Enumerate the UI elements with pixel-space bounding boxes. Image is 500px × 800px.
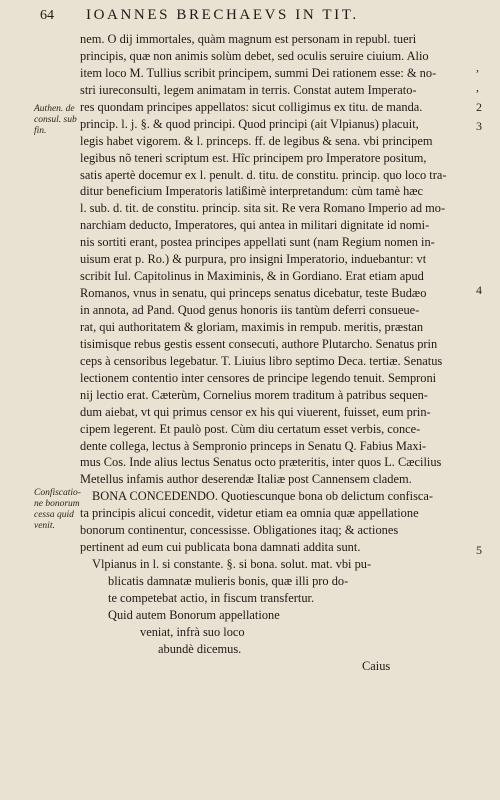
text-line: nem. O dij immortales, quàm magnum est personam in republ. tueri [80, 32, 417, 46]
text-line: scribit Iul. Capitolinus in Maximinis, & in Gordiano. Erat etiam apud [80, 269, 424, 284]
text-line: ceps à censoribus legebatur. T. Liuius libro septimo Deca. tertiæ. Senatus [80, 353, 443, 368]
margin-mark: , [476, 80, 479, 94]
text-line: abundè dicemus. [158, 641, 242, 656]
text-line: mus Cos. Inde alius lectus Senatus octo præteritis, inter quos L. Cæcilius [80, 455, 442, 470]
text-line: stri iureconsulti, legem animatam in terris. Constat autem Imperato- [80, 82, 417, 97]
text-line: te competebat actio, in fiscum transfertur. [108, 590, 315, 605]
text-line: ta principis alicui concedit, videtur etiam ea omnia quæ appellatione [80, 506, 419, 521]
text-line: res quondam principes appellatos: sicut colligimus ex titu. de manda. [80, 99, 423, 114]
text-line: rat, qui authoritatem & gloriam, maximis in rempub. meritis, præstan [80, 319, 424, 334]
margin-mark: , [476, 60, 479, 74]
text-line: dente collega, lectus à Sempronio princeps in Senatu Q. Fabius Maxi- [80, 438, 427, 453]
text-line: dum aiebat, vt qui primus censor ex his qui viuerent, fuisset, eum prin- [80, 404, 431, 419]
text-line: item loco M. Tullius scribit principem, summi Dei rationem esse: & no- [80, 65, 437, 80]
text-line: nij lectio erat. Cæterùm, Cornelius morem traditum à patribus sequen- [80, 387, 428, 402]
margin-mark: 4 [476, 283, 482, 297]
margin-gloss: Authen. de consul. sub fin. [34, 104, 77, 136]
text-line: in annota, ad Pand. Quod genus honoris iis tantùm deferri consueue- [80, 303, 420, 317]
text-line: ditur beneficium Imperatoris latißimè interpretandum: cùm tamè hæc [80, 184, 424, 199]
running-header [0, 6, 500, 30]
text-line: legibus nõ teneri scriptum est. Hîc principem pro Imperatore positum, [80, 150, 427, 165]
text-line: legis habet vigorem. & l. princeps. ff. de legibus & sena. vbi principem [80, 133, 433, 148]
text-line: veniat, infrà suo loco [140, 624, 245, 639]
text-line: l. sub. d. tit. de constitu. princip. sita sit. Re vera Romano Imperio ad mo- [80, 201, 446, 216]
text-line: Metellus infamis author deserendæ Italiæ post Cannensem cladem. [80, 472, 412, 487]
text-line: principis, quæ non animis solùm debet, sed oculis seruire ciuium. Alio [80, 48, 429, 63]
catchword: Caius [362, 658, 391, 673]
section-heading-line: BONA CONCEDENDO. Quotiescunque bona ob delictum confisca- [92, 489, 434, 504]
text-line: uisum erat p. Ro.) & purpura, pro insigni Imperatorio, induebantur: vt [80, 252, 427, 267]
text-line: tisimisque rebus gestis essent consecuti, authore Plutarcho. Senatus prin [80, 336, 438, 351]
text-line: blicatis damnatæ mulieris bonis, quæ illi pro do- [108, 574, 349, 588]
margin-gloss: Confiscatio-ne bonorum cessa quid venit. [34, 488, 81, 531]
running-title: IOANNES BRECHAEVS IN TIT. [86, 7, 359, 23]
text-line: nis sortiti erant, postea principes appellati sunt (nam Regium nomen in- [80, 235, 435, 250]
bona-concedendo-section [80, 488, 452, 674]
page-number: 64 [40, 8, 54, 23]
text-line: bonorum continentur, concessisse. Obligationes itaq; & actiones [80, 523, 399, 538]
margin-mark: 5 [476, 543, 482, 557]
margin-mark: 3 [476, 119, 482, 133]
margin-mark: 2 [476, 100, 482, 114]
text-line: narchiam deducto, Imperatores, qui antea in militari dignitate id nomi- [80, 218, 430, 233]
text-line: princip. l. j. §. & quod principi. Quod principi (ait Vlpianus) placuit, [80, 116, 419, 131]
text-line: satis apertè docemur ex l. penult. d. titu. de constitu. princip. quo loco tra- [80, 167, 447, 182]
text-line: lectionem contentio inter censores de principe legendo tenuit. Semproni [80, 370, 437, 385]
text-line: Romanos, vnus in senatu, qui princeps senatus dicebatur, teste Budæo [80, 286, 427, 301]
text-line: Vlpianus in l. si constante. §. si bona. solut. mat. vbi pu- [92, 557, 372, 572]
text-line: pertinent ad eum cui publicata bona damnati addita sunt. [80, 540, 361, 555]
main-text-block [80, 31, 452, 675]
text-line: Quid autem Bonorum appellatione [108, 607, 280, 622]
text-line: cipem legerent. Et paulò post. Cùm diu certatum esset verbis, conce- [80, 421, 421, 436]
